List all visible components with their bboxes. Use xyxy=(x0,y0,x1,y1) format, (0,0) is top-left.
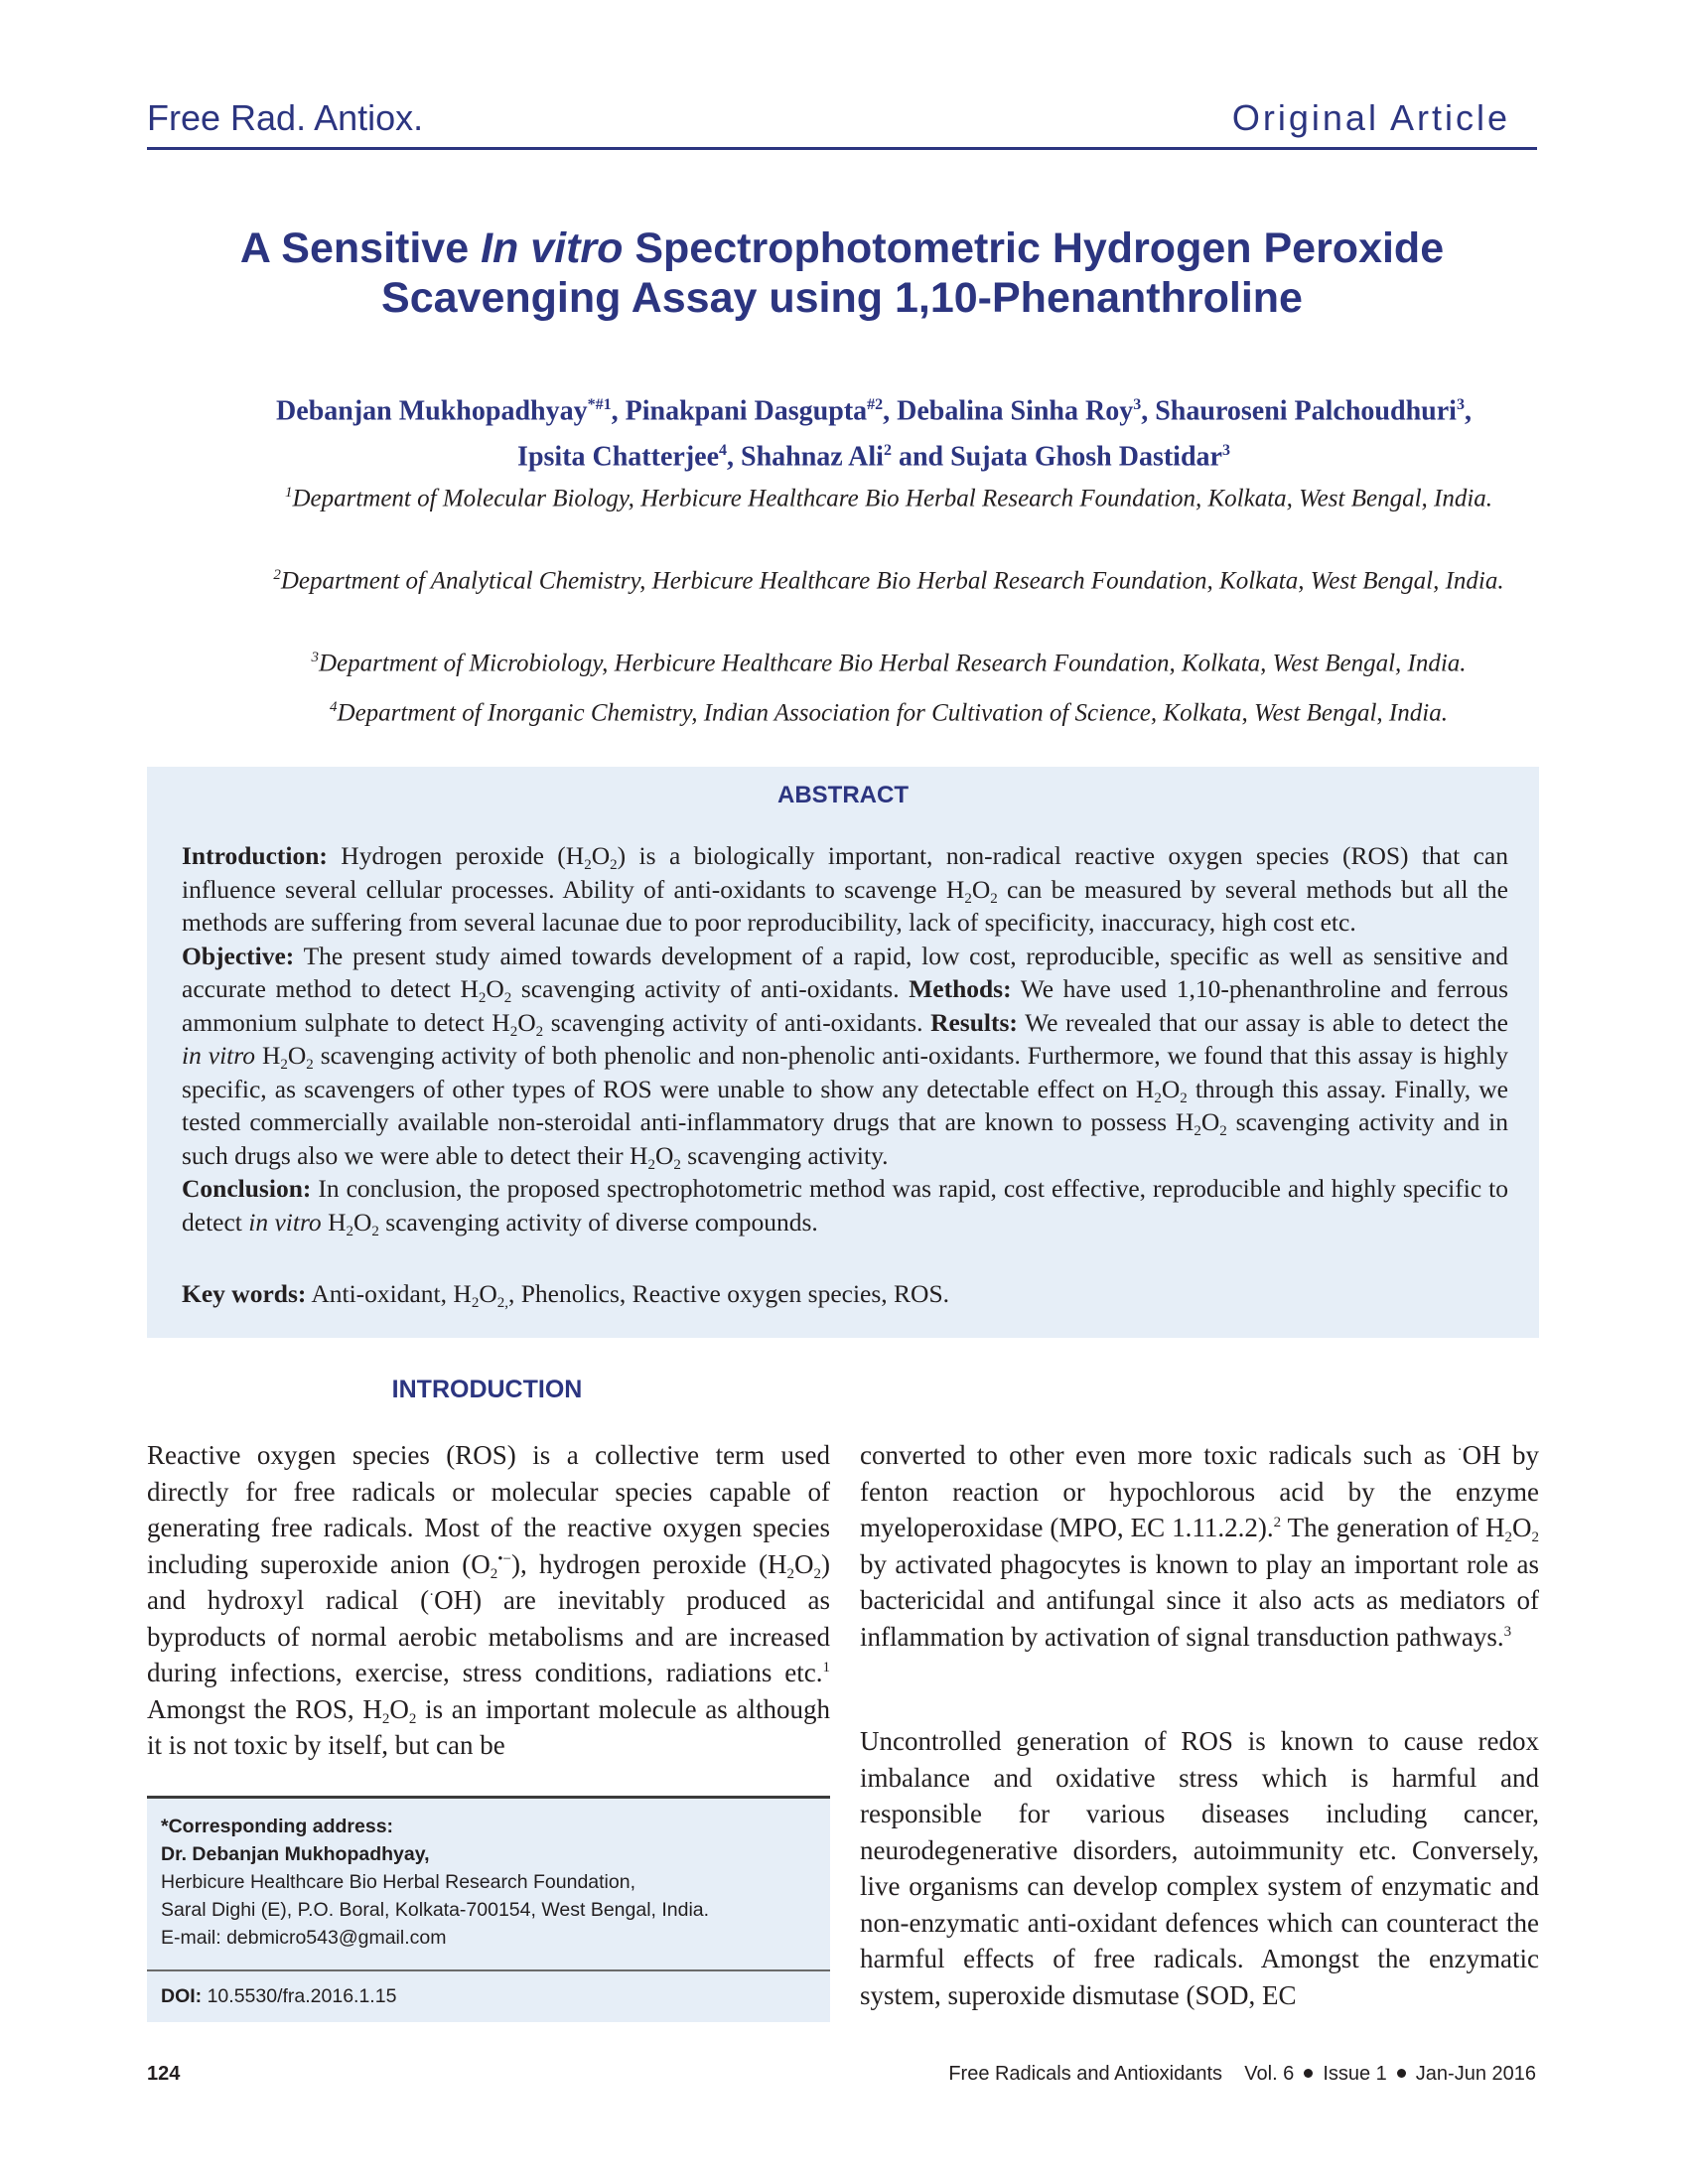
abstract-label: Results: xyxy=(930,1007,1018,1037)
corresponding-label: *Corresponding address: xyxy=(161,1816,394,1837)
subscript: 2 xyxy=(1504,1529,1512,1545)
bullet-separator xyxy=(1397,2069,1406,2078)
corresponding-address xyxy=(161,1813,816,1952)
body-text-run: is an important molecule as although it is not toxic by itself, but can be xyxy=(147,1693,830,1760)
subscript: 2 xyxy=(535,1023,544,1040)
author-name: Shahnaz Ali xyxy=(741,441,884,473)
intro-left-column xyxy=(147,1437,830,1764)
corresponding-address-box xyxy=(147,1796,830,2022)
subscript: 2 xyxy=(346,1223,353,1239)
affiliation-text: Department of Inorganic Chemistry, Indian Association for Cultivation of Science, Kolkata, West Bengal, India. xyxy=(337,699,1448,727)
author-separator: , xyxy=(611,395,626,427)
affiliation-number: 4 xyxy=(330,699,338,715)
abstract-heading: ABSTRACT xyxy=(777,782,909,808)
affiliation xyxy=(228,642,1549,679)
chem-symbol: O xyxy=(1161,1074,1181,1103)
abstract-introduction xyxy=(182,839,1508,940)
body-text-run: OH) are inevitably produced as byproducts of normal aerobic metabolisms and are increased during infections, exercise, stress conditions, radiations etc. xyxy=(147,1585,831,1687)
abstract-text-run: H xyxy=(255,1041,281,1070)
abstract-text-run: Hydrogen peroxide (H xyxy=(327,841,585,870)
subscript: 2 xyxy=(610,857,618,873)
header-rule xyxy=(147,147,1537,150)
author-and: and xyxy=(891,441,951,473)
affiliation-number: 3 xyxy=(311,650,319,665)
author-separator: , xyxy=(1141,395,1156,427)
title-line2: Scavenging Assay using 1,10-Phenanthroline xyxy=(381,274,1303,322)
affiliation xyxy=(228,691,1549,729)
author-affiliation-mark: 2 xyxy=(883,442,892,460)
affiliation xyxy=(228,559,1549,597)
chem-symbol: O xyxy=(479,1279,497,1308)
author-affiliation-mark: 4 xyxy=(719,442,727,460)
section-heading-introduction: INTRODUCTION xyxy=(391,1376,583,1403)
body-text-run: converted to other even more toxic radicals such as xyxy=(860,1440,1458,1470)
author-separator: , xyxy=(883,395,898,427)
chem-symbol: O xyxy=(389,1693,409,1724)
bullet-separator xyxy=(1304,2069,1313,2078)
body-text-run: The generation of H xyxy=(1281,1513,1505,1542)
author-affiliation-mark: 3 xyxy=(1456,396,1465,413)
keywords xyxy=(182,1279,1508,1309)
chem-symbol: O xyxy=(517,1007,536,1037)
body-text-run: ) and hydroxyl radical ( xyxy=(147,1548,831,1615)
corresponding-divider xyxy=(147,1969,830,1971)
author-name: Sujata Ghosh Dastidar xyxy=(950,441,1222,473)
subscript: 2 xyxy=(408,1710,417,1727)
subscript: 2 xyxy=(1180,1090,1188,1106)
abstract-text-run: scavenging activity of both phenolic and non-phenolic anti-oxidants. Furthermore, we found that this assay is highly specific, as scavengers of other types of ROS were unable to show any detectable effect on H xyxy=(182,1041,1508,1103)
author-separator: , xyxy=(727,441,741,473)
corresponding-email[interactable]: E-mail: debmicro543@gmail.com xyxy=(161,1927,447,1949)
affiliation-number: 2 xyxy=(273,567,281,583)
subscript: 2 xyxy=(786,1565,795,1582)
abstract-italic-run: in vitro xyxy=(182,1041,255,1070)
subscript: 2 xyxy=(964,890,972,907)
abstract-text-run: The present study aimed towards development of a rapid, low cost, reproducible, specific as well as sensitive and accurate method to detect H xyxy=(182,941,1508,1003)
page-number: 124 xyxy=(147,2063,181,2085)
affiliation-text: Department of Analytical Chemistry, Herbicure Healthcare Bio Herbal Research Foundation, Kolkata, West Bengal, India. xyxy=(280,567,1504,595)
abstract-text-run: scavenging activity and in such drugs also we were able to detect their H xyxy=(182,1107,1508,1170)
author-name: Debalina Sinha Roy xyxy=(897,395,1134,427)
subscript: 2 xyxy=(306,1057,314,1073)
title-part2: Spectrophotometric Hydrogen Peroxide xyxy=(623,224,1445,272)
footer-issue: Issue 1 xyxy=(1323,2063,1387,2085)
abstract-text-run: H xyxy=(321,1207,347,1237)
keywords-text: , Phenolics, Reactive oxygen species, ROS. xyxy=(507,1279,950,1308)
author-name: Debanjan Mukhopadhyay xyxy=(276,395,588,427)
footer-volume: Vol. 6 xyxy=(1244,2063,1295,2085)
affiliation-text: Department of Microbiology, Herbicure Healthcare Bio Herbal Research Foundation, Kolkata, West Bengal, India. xyxy=(318,650,1467,677)
subscript: 2 xyxy=(503,990,512,1006)
chem-symbol: O xyxy=(591,841,611,870)
footer-date: Jan-Jun 2016 xyxy=(1415,2063,1536,2085)
abstract-label: Objective: xyxy=(182,941,295,970)
subscript: 2 xyxy=(647,1156,655,1173)
abstract-text-run: scavenging activity of anti-oxidants. xyxy=(543,1007,931,1037)
subscript: 2 xyxy=(381,1710,390,1727)
chem-symbol: O xyxy=(1200,1107,1220,1136)
chem-symbol: O xyxy=(352,1207,372,1237)
abstract-body xyxy=(182,839,1508,1238)
footer-journal: Free Radicals and Antioxidants xyxy=(948,2063,1223,2085)
citation-ref: 3 xyxy=(1503,1623,1512,1640)
citation-ref: 2 xyxy=(1273,1515,1282,1530)
body-text-run: Amongst the ROS, H xyxy=(147,1693,382,1724)
corresponding-address-line: Saral Dighi (E), P.O. Boral, Kolkata-700154, West Bengal, India. xyxy=(161,1899,710,1921)
body-text-run: OH by fenton reaction or hypochlorous acid by the enzyme myeloperoxidase (MPO, EC 1.11.2.2). xyxy=(860,1440,1539,1542)
superscript: · xyxy=(1457,1442,1463,1458)
keywords-text: Anti-oxidant, H xyxy=(306,1279,472,1308)
body-text-run: Reactive oxygen species (ROS) is a collective term used directly for free radicals or molecular species capable of generating free radicals. Most of the reactive oxygen species including superoxide anion (O xyxy=(147,1440,830,1579)
chem-symbol: O xyxy=(971,874,991,904)
subscript: 2 xyxy=(280,1057,288,1073)
abstract-label: Conclusion: xyxy=(182,1174,312,1203)
author-name: Shauroseni Palchoudhuri xyxy=(1155,395,1457,427)
subscript: 2 xyxy=(990,890,998,907)
abstract-text-run: ) is a biologically important, non-radical reactive oxygen species (ROS) that can influence several cellular processes. Ability of anti-oxidants to scavenge H xyxy=(182,841,1508,904)
subscript: 2, xyxy=(496,1295,508,1311)
corresponding-name: Dr. Debanjan Mukhopadhyay, xyxy=(161,1843,430,1865)
subscript: 2 xyxy=(490,1565,498,1582)
intro-right-column-para2 xyxy=(860,1723,1539,2013)
corresponding-org: Herbicure Healthcare Bio Herbal Research Foundation, xyxy=(161,1871,635,1893)
footer-journal-info xyxy=(948,2063,1536,2086)
superscript: · xyxy=(429,1587,435,1603)
abstract-label: Introduction: xyxy=(182,841,328,870)
affiliation-number: 1 xyxy=(284,485,293,501)
author-name: Pinakpani Dasgupta xyxy=(625,395,868,427)
abstract-label: Methods: xyxy=(909,974,1012,1003)
abstract-objective xyxy=(182,940,1508,1173)
journal-short-title: Free Rad. Antiox. xyxy=(147,97,424,138)
abstract-text-run: scavenging activity. xyxy=(680,1140,889,1170)
subscript: 2 xyxy=(478,990,487,1006)
superscript: •− xyxy=(497,1550,511,1567)
subscript: 2 xyxy=(509,1023,518,1040)
intro-right-column-para1 xyxy=(860,1437,1539,1655)
subscript: 2 xyxy=(1154,1090,1162,1106)
subscript: 2 xyxy=(471,1295,480,1311)
chem-symbol: O xyxy=(287,1041,307,1070)
citation-ref: 1 xyxy=(822,1660,830,1675)
abstract-conclusion xyxy=(182,1172,1508,1238)
abstract-italic-run: in vitro xyxy=(248,1207,322,1237)
chem-symbol: O xyxy=(654,1140,674,1170)
article-type-label: Original Article xyxy=(1231,97,1510,138)
doi[interactable] xyxy=(161,1985,396,2008)
subscript: 2 xyxy=(673,1156,681,1173)
abstract-text-run: through this assay. Finally, we tested commercially available non-steroidal anti-inflammatory drugs that are known to possess H xyxy=(182,1074,1508,1136)
subscript: 2 xyxy=(813,1565,822,1582)
author-list xyxy=(258,385,1489,478)
abstract-text-run: scavenging activity of anti-oxidants. xyxy=(511,974,910,1003)
author-name: Ipsita Chatterjee xyxy=(517,441,719,473)
chem-symbol: O xyxy=(486,974,504,1003)
body-text-run: by activated phagocytes is known to play an important role as bactericidal and antifungal since it also acts as mediators of inflammation by activation of signal transduction pathways. xyxy=(860,1548,1539,1652)
intro-paragraph xyxy=(147,1437,830,1764)
subscript: 2 xyxy=(1194,1123,1201,1139)
abstract-text-run: We have used 1,10-phenanthroline and ferrous ammonium sulphate to detect H xyxy=(182,974,1508,1037)
intro-paragraph: Uncontrolled generation of ROS is known to cause redox imbalance and oxidative stress which is harmful and responsible for various diseases including cancer, neurodegenerative disorders, autoimmunity etc. Conversely, live organisms can develop complex system of enzymatic and non-enzymatic anti-oxidant defences which can counteract the harmful effects of free radicals. Amongst the enzymatic system, superoxide dismutase (SOD, EC xyxy=(860,1726,1539,2010)
intro-paragraph xyxy=(860,1437,1539,1655)
subscript: 2 xyxy=(584,857,592,873)
title-italic: In vitro xyxy=(481,224,624,272)
author-separator: , xyxy=(1464,395,1472,427)
keywords-label: Key words: xyxy=(182,1279,307,1308)
author-affiliation-mark: #2 xyxy=(867,396,884,413)
title-part1: A Sensitive xyxy=(239,224,482,272)
affiliation xyxy=(228,477,1549,514)
author-affiliation-mark: *#1 xyxy=(587,396,612,413)
abstract-text-run: We revealed that our assay is able to detect the xyxy=(1017,1007,1508,1037)
abstract-text-run: can be measured by several methods but all the methods are suffering from several lacunae due to poor reproducibility, lack of specificity, inaccuracy, high cost etc. xyxy=(182,874,1508,937)
article-title xyxy=(147,223,1537,323)
body-text-run: ), hydrogen peroxide (H xyxy=(511,1548,787,1579)
subscript: 2 xyxy=(371,1223,379,1239)
doi-label: DOI: xyxy=(161,1985,203,2007)
chem-symbol: O xyxy=(1512,1513,1532,1542)
abstract-text-run: scavenging activity of diverse compounds. xyxy=(378,1207,818,1237)
chem-symbol: O xyxy=(794,1548,814,1579)
subscript: 2 xyxy=(1531,1529,1539,1545)
affiliation-text: Department of Molecular Biology, Herbicure Healthcare Bio Herbal Research Foundation, Kolkata, West Bengal, India. xyxy=(292,485,1493,512)
subscript: 2 xyxy=(1219,1123,1227,1139)
author-affiliation-mark: 3 xyxy=(1221,442,1230,460)
abstract-text-run: In conclusion, the proposed spectrophotometric method was rapid, cost effective, reproducible and highly specific to detect xyxy=(182,1174,1508,1237)
doi-value: 10.5530/fra.2016.1.15 xyxy=(202,1985,397,2007)
author-affiliation-mark: 3 xyxy=(1133,396,1142,413)
